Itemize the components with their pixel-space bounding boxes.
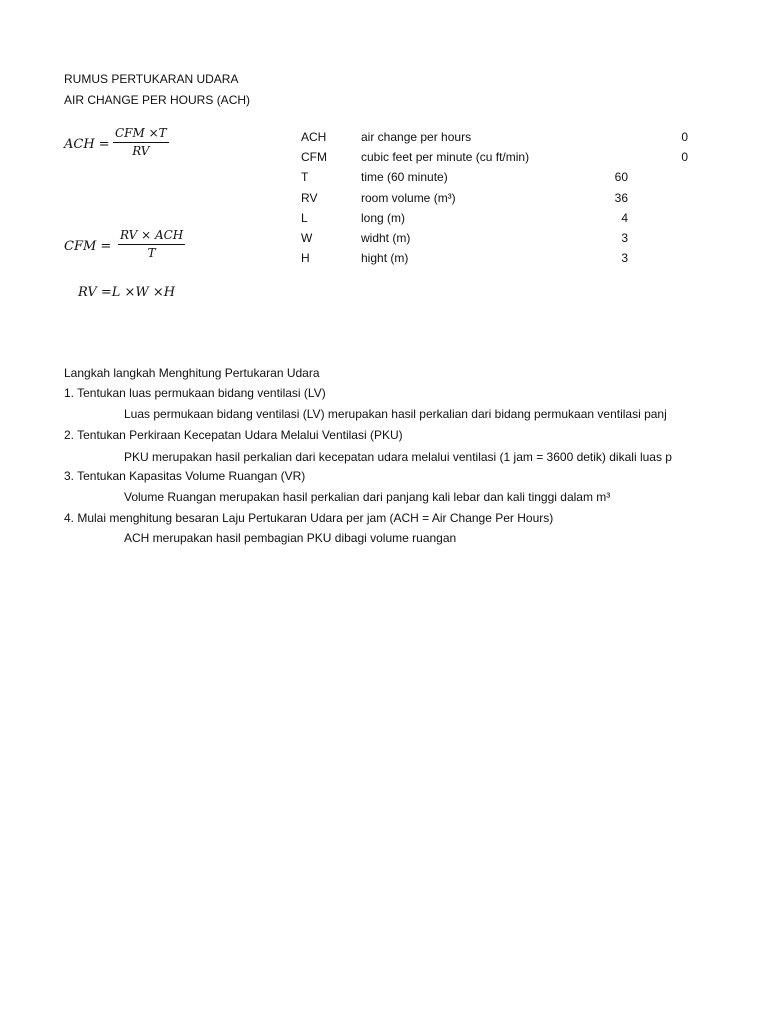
- variable-description: time (60 minute): [361, 170, 448, 184]
- variable-symbol: CFM: [301, 150, 327, 164]
- variable-symbol: ACH: [301, 130, 327, 144]
- variable-value: 3: [621, 231, 628, 245]
- formula-ach-denominator: RV: [132, 144, 150, 158]
- step-4-description: ACH merupakan hasil pembagian PKU dibagi volume ruangan: [124, 531, 457, 545]
- variable-symbol: T: [301, 170, 309, 184]
- variable-value: 4: [621, 211, 628, 225]
- title-rumus: RUMUS PERTUKARAN UDARA: [64, 72, 239, 86]
- step-1: 1. Tentukan luas permukaan bidang ventilasi (LV): [64, 386, 326, 400]
- formula-ach-lhs: ACH =: [64, 137, 110, 152]
- formula-cfm-lhs: CFM =: [64, 239, 112, 254]
- variable-description: cubic feet per minute (cu ft/min): [361, 150, 530, 164]
- step-2: 2. Tentukan Perkiraan Kecepatan Udara Melalui Ventilasi (PKU): [64, 428, 403, 442]
- variable-symbol: W: [301, 231, 313, 245]
- variable-value: 3: [621, 251, 628, 265]
- variable-description: widht (m): [361, 231, 411, 245]
- variable-description: long (m): [361, 211, 406, 225]
- step-3: 3. Tentukan Kapasitas Volume Ruangan (VR): [64, 469, 306, 483]
- variable-description: air change per hours: [361, 130, 472, 144]
- formula-cfm-fraction: [118, 228, 185, 261]
- variable-description: room volume (m³): [361, 191, 456, 205]
- variable-value: 0: [681, 150, 688, 164]
- variable-value: 0: [681, 130, 688, 144]
- step-3-description: Volume Ruangan merupakan hasil perkalian dari panjang kali lebar dan kali tinggi dalam m³: [124, 490, 611, 504]
- variable-description: hight (m): [361, 251, 409, 265]
- title-ach: AIR CHANGE PER HOURS (ACH): [64, 93, 251, 107]
- step-2-description: PKU merupakan hasil perkalian dari kecepatan udara melalui ventilasi (1 jam = 3600 detik) dikali luas p: [124, 450, 672, 464]
- variable-symbol: RV: [301, 191, 318, 205]
- steps-heading: Langkah langkah Menghitung Pertukaran Udara: [64, 366, 320, 380]
- step-4: 4. Mulai menghitung besaran Laju Pertukaran Udara per jam (ACH = Air Change Per Hours): [64, 511, 554, 525]
- variable-symbol: L: [301, 211, 308, 225]
- variable-value: 36: [614, 191, 628, 205]
- variable-value: 60: [614, 170, 628, 184]
- formula-rv: RV =L ×W ×H: [78, 285, 176, 300]
- formula-cfm-denominator: T: [147, 246, 156, 260]
- formula-ach-fraction: [113, 126, 169, 159]
- formula-cfm-numerator: RV × ACH: [118, 228, 185, 245]
- formula-ach-numerator: CFM ×T: [113, 126, 169, 143]
- step-1-description: Luas permukaan bidang ventilasi (LV) merupakan hasil perkalian dari bidang permukaan ventilasi panj: [124, 407, 667, 421]
- variable-symbol: H: [301, 251, 310, 265]
